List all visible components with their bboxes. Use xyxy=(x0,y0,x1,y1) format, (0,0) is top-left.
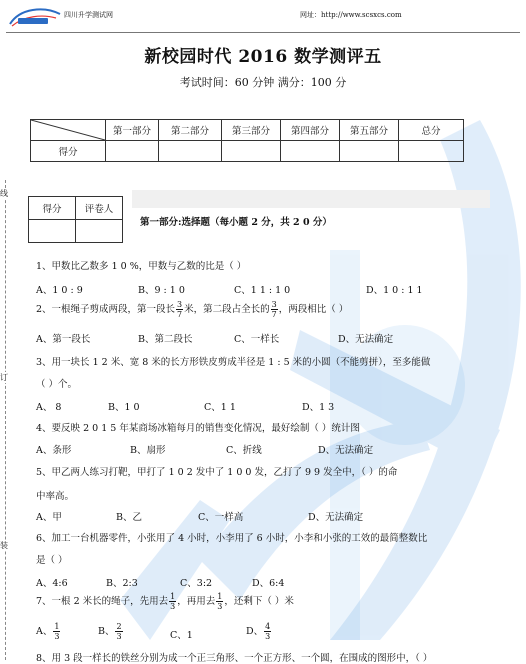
score-col-header: 第五部分 xyxy=(340,120,399,141)
fraction: $\frac{1}{3}$ xyxy=(170,592,176,611)
option-b: B、 $\frac{2}{3}$ xyxy=(98,622,122,641)
option-a: A、条形 xyxy=(36,445,72,456)
question-6-cont: 是（ ） xyxy=(36,555,68,566)
page-header xyxy=(0,0,526,34)
option-c: C、一样长 xyxy=(234,334,280,345)
exam-info: 考试时间：60 分钟 满分：100 分 xyxy=(179,76,347,89)
score-table xyxy=(30,119,464,162)
fraction: $\frac{1}{3}$ xyxy=(217,592,223,611)
score-table-score-row xyxy=(31,141,464,162)
question-8: 8、用 3 段一样长的铁丝分别为成一个正三角形、一个正方形、一个圆，在围成的图形中，（ ） xyxy=(36,653,433,664)
question-text: 2、一根绳子剪成两段，第一段长 xyxy=(36,304,176,315)
option-a: A、1 0 : 9 xyxy=(36,285,83,296)
score-table-header-row xyxy=(31,120,464,141)
fraction: $\frac{3}{7}$ xyxy=(177,300,183,319)
option-d: D、无法确定 xyxy=(308,512,364,523)
score-col-header: 第一部分 xyxy=(106,120,159,141)
option-a: A、甲 xyxy=(36,512,62,523)
option-c: C、1 xyxy=(170,630,193,641)
option-b: B、9 : 1 0 xyxy=(138,285,185,296)
option-b: B、1 0 xyxy=(108,402,140,413)
score-cell[interactable] xyxy=(106,141,159,162)
option-a: A、 8 xyxy=(36,402,62,413)
option-b: B、第二段长 xyxy=(138,334,193,345)
fraction: $\frac{2}{3}$ xyxy=(116,622,122,641)
binding-line xyxy=(5,180,6,660)
header-divider xyxy=(6,32,520,33)
option-d: D、 $\frac{4}{3}$ xyxy=(246,622,271,641)
question-text: 7、一根 2 米长的绳子，先用去 xyxy=(36,596,169,607)
question-1: 1、甲数比乙数多 1 0 %，甲数与乙数的比是（ ） xyxy=(36,261,247,272)
option-c: C、3:2 xyxy=(180,578,213,589)
fraction: $\frac{1}{3}$ xyxy=(54,622,60,641)
score-cell[interactable] xyxy=(399,141,464,162)
section-score-cell[interactable] xyxy=(29,220,76,243)
section-header-band xyxy=(132,190,490,208)
diagonal-cell xyxy=(31,120,106,141)
option-c: C、1 1 : 1 0 xyxy=(234,285,291,296)
score-cell[interactable] xyxy=(340,141,399,162)
option-a: A、第一段长 xyxy=(36,334,91,345)
question-text: ，再用去 xyxy=(177,596,216,607)
site-logo xyxy=(6,4,64,32)
question-7 xyxy=(36,592,294,611)
section-title: 第一部分:选择题（每小题 2 分，共 2 0 分） xyxy=(140,217,332,228)
score-col-header: 第四部分 xyxy=(281,120,340,141)
score-cell[interactable] xyxy=(222,141,281,162)
option-c: C、折线 xyxy=(226,445,262,456)
section-score-box xyxy=(28,196,123,243)
score-cell[interactable] xyxy=(159,141,222,162)
option-d: D、无法确定 xyxy=(338,334,394,345)
fraction: $\frac{3}{7}$ xyxy=(271,300,277,319)
question-4: 4、要反映 2 0 1 5 年某商场冰箱每月的销售变化情况，最好绘制（ ）统计图 xyxy=(36,423,360,434)
question-text: 米，第二段占全长的 xyxy=(184,304,270,315)
option-d: D、1 0 : 1 1 xyxy=(366,285,423,296)
option-c: C、一样高 xyxy=(198,512,244,523)
score-cell[interactable] xyxy=(281,141,340,162)
option-d: D、6:4 xyxy=(252,578,285,589)
question-3: 3、用一块长 1 2 米、宽 8 米的长方形铁皮剪成半径是 1 : 5 米的小圆（不能剪拼），至多能做 xyxy=(36,357,431,368)
score-row-label: 得分 xyxy=(31,141,106,162)
option-b: B、乙 xyxy=(116,512,142,523)
option-d: D、无法确定 xyxy=(318,445,374,456)
question-2 xyxy=(36,300,348,319)
site-url[interactable]: 网址：http://www.scsxcs.com xyxy=(300,11,402,19)
option-d: D、1 3 xyxy=(302,402,335,413)
option-c: C、1 1 xyxy=(204,402,236,413)
question-5: 5、甲乙两人练习打靶，甲打了 1 0 2 发中了 1 0 0 发，乙打了 9 9 发全中，（ ）的命 xyxy=(36,467,398,478)
option-a: A、4:6 xyxy=(36,578,68,589)
score-col-header: 总分 xyxy=(399,120,464,141)
score-col-header: 第三部分 xyxy=(222,120,281,141)
fraction: $\frac{4}{3}$ xyxy=(265,622,271,641)
option-b: B、扇形 xyxy=(130,445,166,456)
section-grader-cell[interactable] xyxy=(76,220,123,243)
question-5-cont: 中率高。 xyxy=(36,491,75,502)
site-name: 四川升学测试网 xyxy=(64,11,113,19)
question-text: ，还剩下（ ）米 xyxy=(224,596,294,607)
question-text: ，两段相比（ ） xyxy=(278,304,349,315)
score-col-header: 第二部分 xyxy=(159,120,222,141)
binding-mark: 装 xyxy=(0,541,8,550)
section-grader-label: 评卷人 xyxy=(76,197,123,220)
option-a: A、 $\frac{1}{3}$ xyxy=(36,622,60,641)
question-3-cont: （ ）个。 xyxy=(36,379,78,390)
option-b: B、2:3 xyxy=(106,578,138,589)
page-title: 新校园时代 2016 数学测评五 xyxy=(144,47,382,67)
section-score-label: 得分 xyxy=(29,197,76,220)
binding-mark: 订 xyxy=(0,373,8,382)
question-6: 6、加工一台机器零件，小张用了 4 小时，小李用了 6 小时，小李和小张的工效的最简整数比 xyxy=(36,533,428,544)
binding-mark: 线 xyxy=(0,189,8,198)
